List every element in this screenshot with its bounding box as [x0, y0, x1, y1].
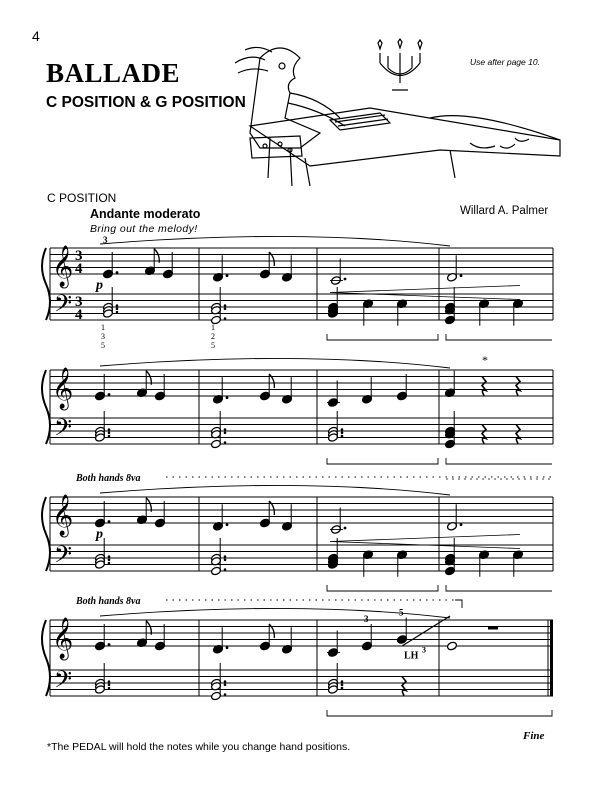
bass-clef-icon: 𝄢	[54, 667, 73, 699]
note-d-half-dot	[460, 274, 463, 277]
bass-chord-half-dot	[224, 683, 227, 686]
note-e-half	[446, 641, 457, 651]
note-c-half-dot	[344, 527, 347, 530]
bass-chord-half-dot	[341, 428, 344, 431]
diminuendo-hairpin	[330, 535, 520, 549]
bass-chord-half-dot	[341, 680, 344, 683]
bass-chord-half-dot	[108, 680, 111, 683]
bass-chord-half-dot	[224, 555, 227, 558]
bass-chord-half-dot	[224, 568, 227, 571]
bass-chord-half-dot	[341, 435, 344, 438]
fingering: 2	[211, 332, 215, 341]
final-barline-thick	[550, 620, 553, 696]
bass-chord-half-dot	[224, 441, 227, 444]
bass-chord-half-dot	[108, 428, 111, 431]
quarter-rest-icon	[516, 377, 520, 396]
expression-marking: Bring out the melody!	[90, 223, 198, 235]
tempo-marking: Andante moderato	[90, 207, 201, 221]
fine-marking: Fine	[523, 730, 545, 742]
time-sig-bottom: 4	[75, 307, 83, 323]
note-e-dot	[108, 643, 111, 646]
bass-chord-half-dot	[224, 307, 227, 310]
fingering: 5	[211, 341, 215, 350]
bass-chord-half-dot	[341, 687, 344, 690]
note-d-dot	[226, 523, 229, 526]
bass-chord-half-dot	[108, 555, 111, 558]
pedal-bracket	[327, 585, 438, 591]
quarter-rest-icon	[402, 677, 406, 696]
quarter-rest-icon	[482, 377, 486, 396]
note-d-dot	[226, 274, 229, 277]
note-d-dot	[226, 646, 229, 649]
treble-clef-icon: 𝄞	[52, 495, 74, 535]
cross-hand-line	[402, 616, 450, 646]
quarter-rest-icon	[516, 425, 520, 444]
pedal-star-icon: *	[482, 353, 488, 367]
fingering: 3	[103, 235, 108, 245]
lh-label: LH	[404, 650, 419, 662]
bass-chord-half-dot	[108, 558, 111, 561]
fingering: 5	[101, 341, 105, 350]
dynamic-p: p	[96, 527, 103, 542]
page-number: 4	[32, 28, 40, 44]
octave-mark: Both hands 8va	[76, 473, 141, 484]
note-c-half-dot	[344, 278, 347, 281]
composer-name: Willard A. Palmer	[460, 205, 549, 217]
time-sig-top: 3	[75, 294, 83, 310]
octave-end-hook	[455, 600, 462, 608]
bass-chord-half-dot	[108, 431, 111, 434]
bass-chord-half-dot	[116, 304, 119, 307]
bass-chord-half-dot	[108, 687, 111, 690]
bass-chord-half-dot	[116, 311, 119, 314]
bass-chord-half-dot	[116, 307, 119, 310]
fingering: 3	[101, 332, 105, 341]
diminuendo-hairpin	[330, 286, 520, 300]
dynamic-p: p	[96, 278, 103, 293]
bass-chord-half-dot	[224, 304, 227, 307]
note-e-dot	[108, 393, 111, 396]
time-sig-bottom: 4	[75, 261, 83, 277]
bass-clef-icon: 𝄢	[54, 291, 73, 323]
phrase-slur	[100, 358, 450, 368]
bass-clef-icon: 𝄢	[54, 542, 73, 574]
phrase-slur	[100, 608, 450, 618]
note-e-dot	[116, 271, 119, 274]
piece-title: BALLADE	[46, 58, 181, 88]
bass-chord-half-dot	[224, 558, 227, 561]
bass-chord-half-dot	[224, 693, 227, 696]
treble-clef-icon: 𝄞	[52, 246, 74, 286]
brace-icon	[42, 620, 50, 696]
fingering: 1	[211, 323, 215, 332]
bass-chord-half-dot	[224, 428, 227, 431]
pedal-bracket	[327, 710, 552, 716]
bass-chord-half-dot	[108, 683, 111, 686]
note-d-dot	[226, 396, 229, 399]
fingering: 1	[101, 323, 105, 332]
pedal-footnote: *The PEDAL will hold the notes while you change hand positions.	[47, 741, 351, 753]
note-d-half-dot	[460, 523, 463, 526]
fingering: 3	[422, 645, 426, 655]
brace-icon	[42, 370, 50, 444]
note-e-dot	[108, 520, 111, 523]
brace-icon	[42, 497, 50, 571]
fingering: 3	[364, 614, 369, 624]
octave-mark: Both hands 8va	[76, 596, 141, 607]
fingering: 5	[399, 607, 404, 618]
phrase-slur	[100, 485, 450, 495]
treble-clef-icon: 𝄞	[52, 368, 74, 408]
treble-clef-icon: 𝄞	[52, 618, 74, 658]
pedal-bracket	[446, 585, 552, 591]
pedal-bracket	[446, 334, 552, 340]
bass-chord-half-dot	[224, 680, 227, 683]
piece-subtitle: C POSITION & G POSITION	[46, 94, 246, 111]
section-label: C POSITION	[47, 191, 117, 205]
bass-chord-half-dot	[341, 431, 344, 434]
use-after-note: Use after page 10.	[470, 57, 540, 67]
bass-chord-half-dot	[108, 435, 111, 438]
pedal-bracket	[446, 458, 552, 464]
half-rest-icon	[488, 627, 498, 630]
time-sig-top: 3	[75, 248, 83, 264]
bass-chord-half-dot	[224, 431, 227, 434]
brace-icon	[42, 248, 50, 320]
phrase-slur	[100, 236, 450, 246]
quarter-rest-icon	[482, 425, 486, 444]
pedal-bracket	[327, 334, 438, 340]
bass-clef-icon: 𝄢	[54, 415, 73, 447]
bass-chord-half-dot	[108, 562, 111, 565]
bass-chord-half-dot	[224, 317, 227, 320]
pedal-bracket	[327, 458, 438, 464]
bass-chord-half-dot	[341, 683, 344, 686]
